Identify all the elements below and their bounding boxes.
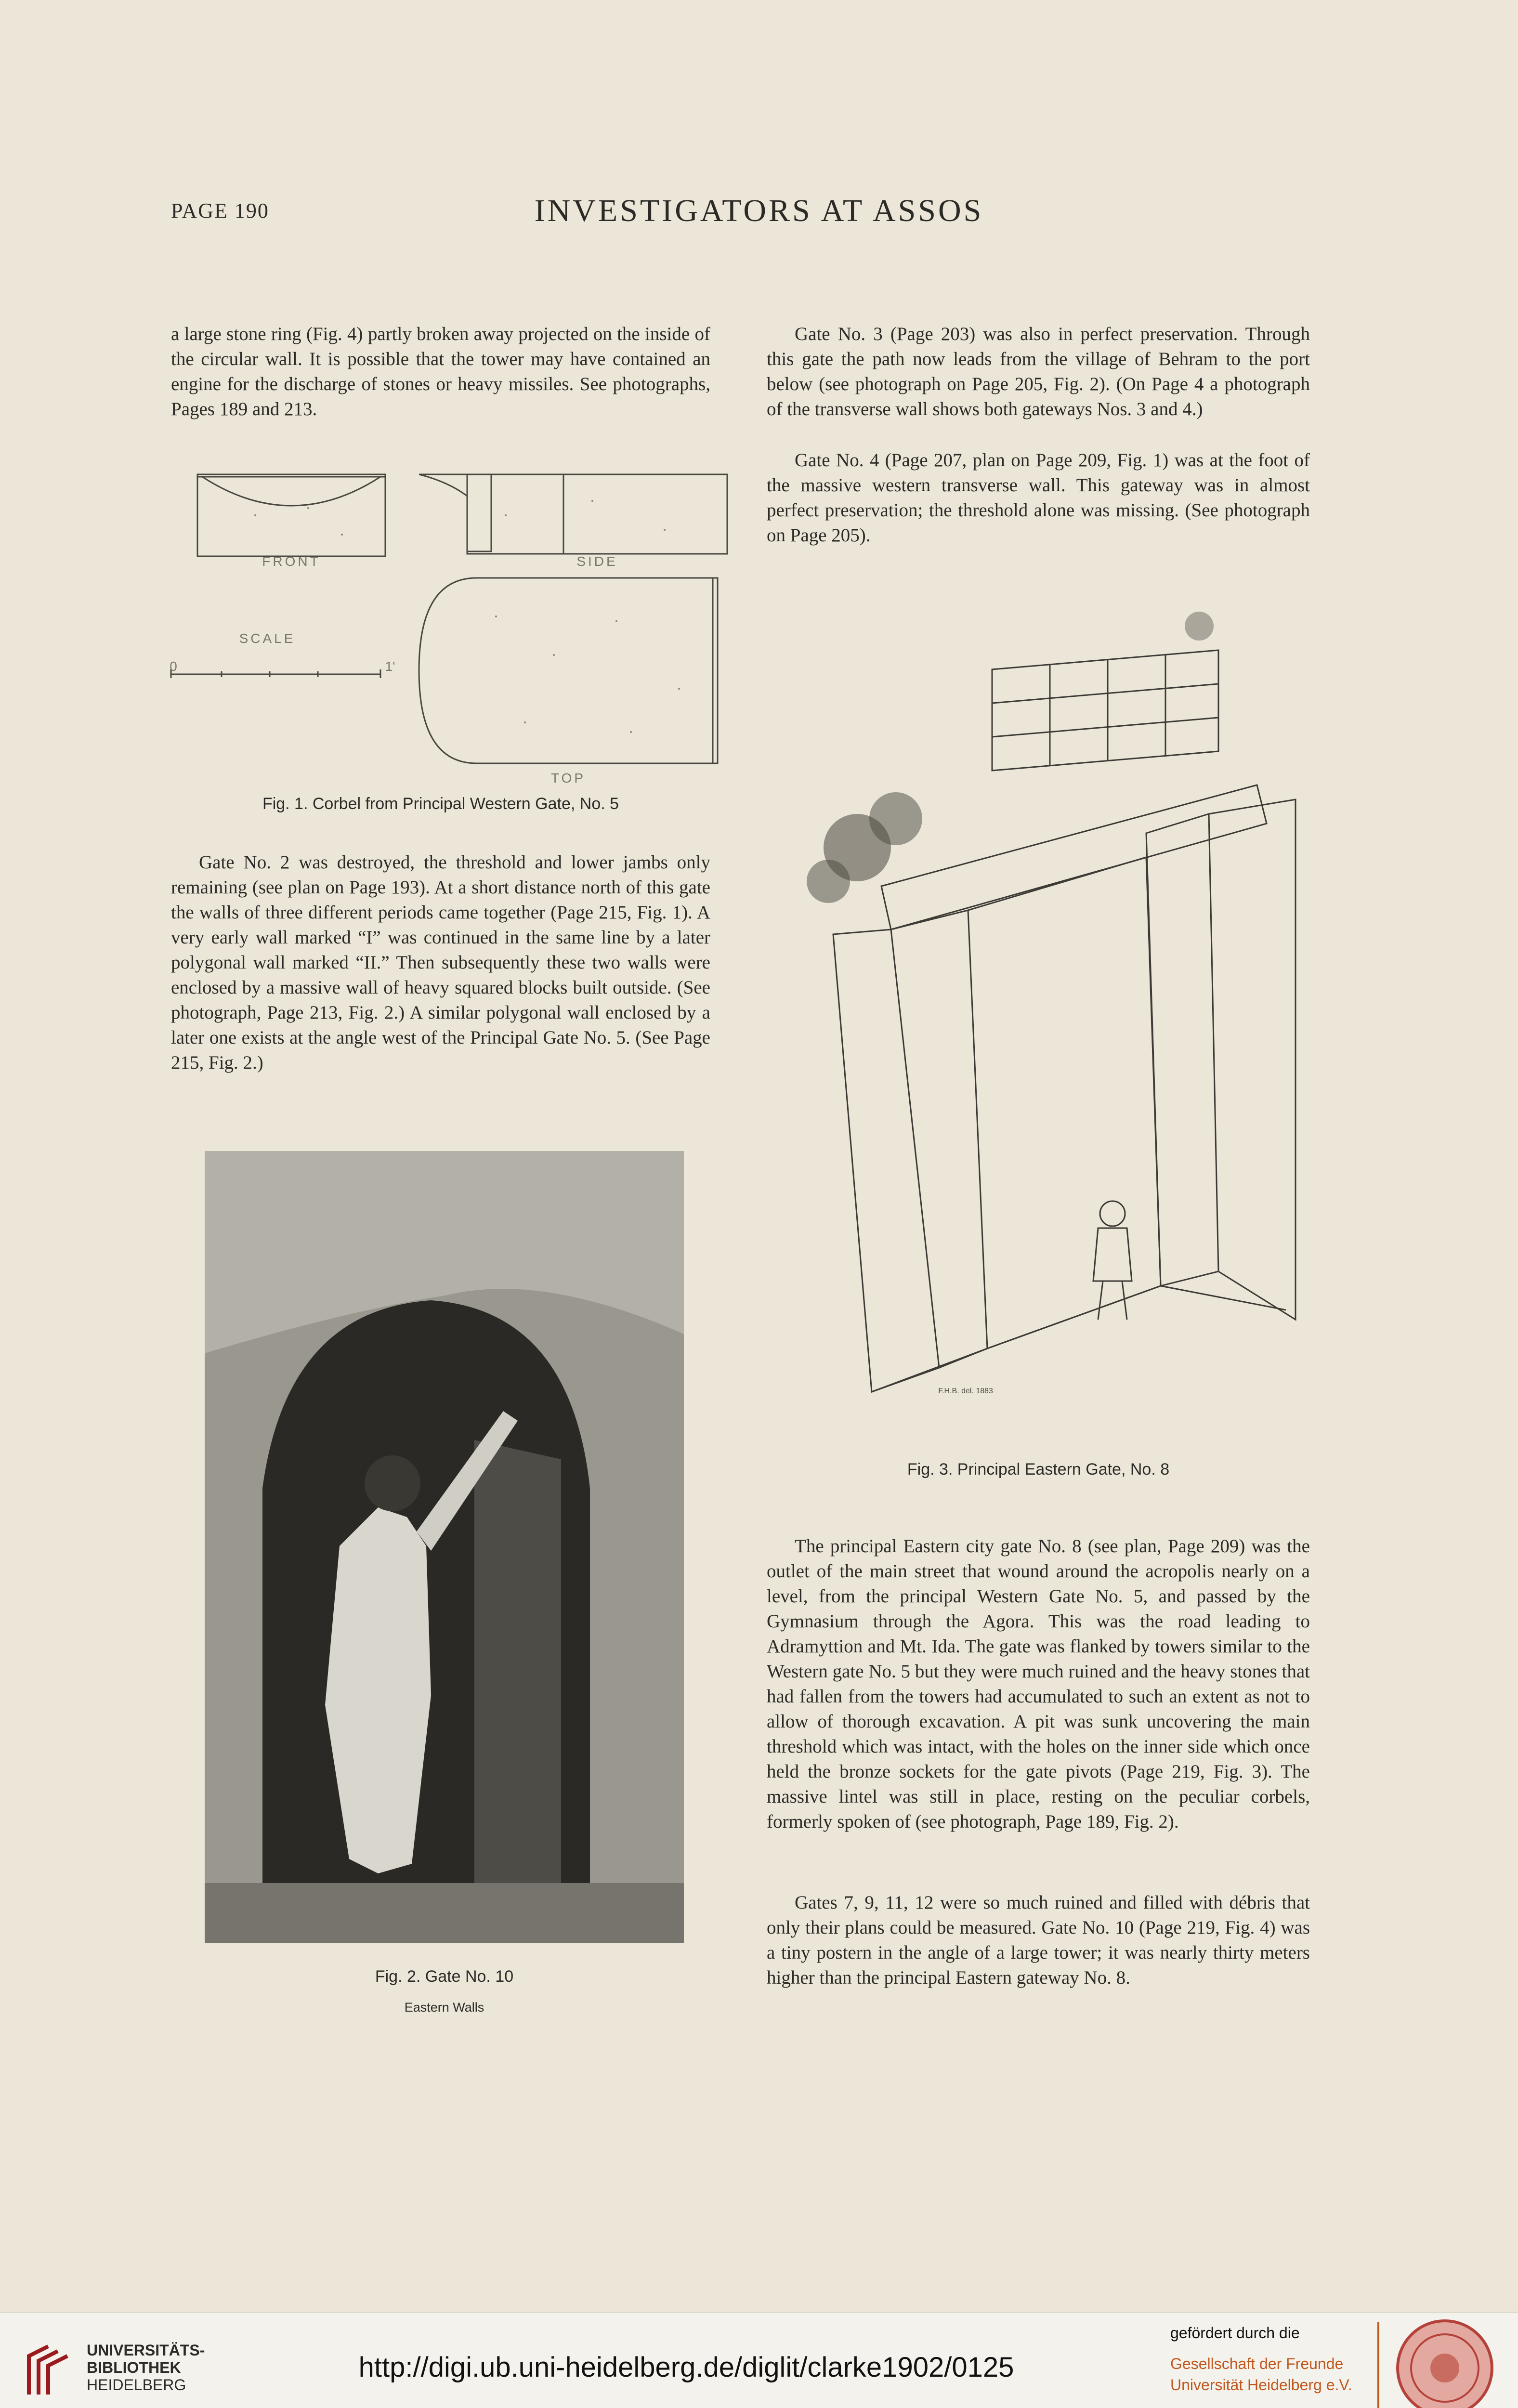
figure-3-gate-drawing bbox=[785, 597, 1305, 1445]
right-paragraph-3: The principal Eastern city gate No. 8 (see plan, Page 209) was the outlet of the main street that wound around the acropolis nearly on a level, from the principal Western Gate No. 5, and passed by the Gymnasium through the Agora. This was the road leading to Adramyttion and Mt. Ida. The gate was flanked by towers similar to the Western gate No. 5 but they were much ruined and the heavy stones that had fallen from the towers had accumulated to such an extent as not to allow of thorough excavation. A pit was sunk uncovering the main threshold which was intact, with the holes on the inner side which once held the bronze sockets for the gate pivots (Page 219, Fig. 3). The massive lintel was still in place, resting on the peculiar corbels, formerly spoken of (see photograph, Page 189, Fig. 2). bbox=[767, 1536, 1310, 1832]
page-number: PAGE 190 bbox=[171, 199, 269, 222]
figure-1-scale-start: 0 bbox=[170, 659, 177, 674]
sponsor-line-2: Gesellschaft der Freunde bbox=[1170, 2355, 1344, 2372]
figure-3-caption: Fig. 3. Principal Eastern Gate, No. 8 bbox=[907, 1460, 1170, 1479]
sponsor-line-1: gefördert durch die bbox=[1170, 2324, 1300, 2342]
digitization-footer bbox=[0, 2312, 1518, 2408]
figure-1-label-top: TOP bbox=[550, 771, 586, 785]
library-name-line-1: UNIVERSITÄTS- bbox=[87, 2342, 205, 2359]
figure-1-scale-end: 1' bbox=[385, 659, 395, 674]
figure-2-subcaption: Eastern Walls bbox=[404, 2000, 484, 2015]
left-paragraph-2: Gate No. 2 was destroyed, the threshold and lower jambs only remaining (see plan on Page 193). At a short distance north of this gate the walls of three different periods came together (Page 215, Fig. 1). A very early wall marked “I” was continued in the same line by a later polygonal wall marked “II.” Then subsequently these two walls were enclosed by a massive wall of heavy squared blocks built outside. (See photograph, Page 213, Fig. 2.) A similar polygonal wall enclosed by a later one exists at the angle west of the Principal Gate No. 5. (See Page 215, Fig. 2.) bbox=[171, 852, 710, 1073]
sponsor-line-3: Universität Heidelberg e.V. bbox=[1170, 2376, 1352, 2394]
library-name bbox=[87, 2342, 205, 2394]
right-paragraph-4: Gates 7, 9, 11, 12 were so much ruined and filled with débris that only their plans could be measured. Gate No. 10 (Page 219, Fig. 4) was a tiny postern in the angle of a large tower; it was nearly thirty meters higher than the principal Eastern gateway No. 8. bbox=[767, 1892, 1310, 1988]
source-url-link[interactable]: http://digi.ub.uni-heidelberg.de/diglit/clarke1902/0125 bbox=[358, 2352, 1014, 2383]
figure-1-label-side: SIDE bbox=[576, 554, 618, 569]
figure-2-photograph bbox=[205, 1151, 684, 1943]
figure-1-label-scale: SCALE bbox=[239, 631, 296, 646]
eastern-gate-line-drawing bbox=[785, 597, 1305, 1445]
right-paragraph-2: Gate No. 4 (Page 207, plan on Page 209, Fig. 1) was at the foot of the massive western transverse wall. This gateway was in almost perfect preservation; the threshold alone was missing. (See photograph on Page 205). bbox=[767, 450, 1310, 546]
running-title: INVESTIGATORS AT ASSOS bbox=[534, 193, 984, 228]
sponsor-text bbox=[1170, 2322, 1373, 2395]
figure-1-caption: Fig. 1. Corbel from Principal Western Gate, No. 5 bbox=[262, 795, 619, 813]
library-logo-icon bbox=[19, 2342, 77, 2399]
figure-1-label-front: FRONT bbox=[262, 554, 321, 569]
library-name-line-2: BIBLIOTHEK bbox=[87, 2359, 181, 2376]
figure-2-caption: Fig. 2. Gate No. 10 bbox=[375, 1967, 514, 1986]
sponsor-divider bbox=[1377, 2322, 1379, 2408]
library-name-line-3: HEIDELBERG bbox=[87, 2376, 186, 2394]
right-paragraph-1: Gate No. 3 (Page 203) was also in perfect preservation. Through this gate the path now leads from the village of Behram to the port below (see photograph on Page 205, Fig. 2). (On Page 4 a photograph of the transverse wall shows both gateways Nos. 3 and 4.) bbox=[767, 324, 1310, 419]
figure-3-artist-signature: F.H.B. del. 1883 bbox=[938, 1387, 993, 1395]
left-paragraph-1: a large stone ring (Fig. 4) partly broken away projected on the inside of the circular wall. It is possible that the tower may have contained an engine for the discharge of stones or heavy missiles. See photographs, Pages 189 and 213. bbox=[171, 324, 710, 419]
gate-photo-illustration bbox=[205, 1151, 684, 1943]
university-seal-icon bbox=[1394, 2317, 1495, 2408]
